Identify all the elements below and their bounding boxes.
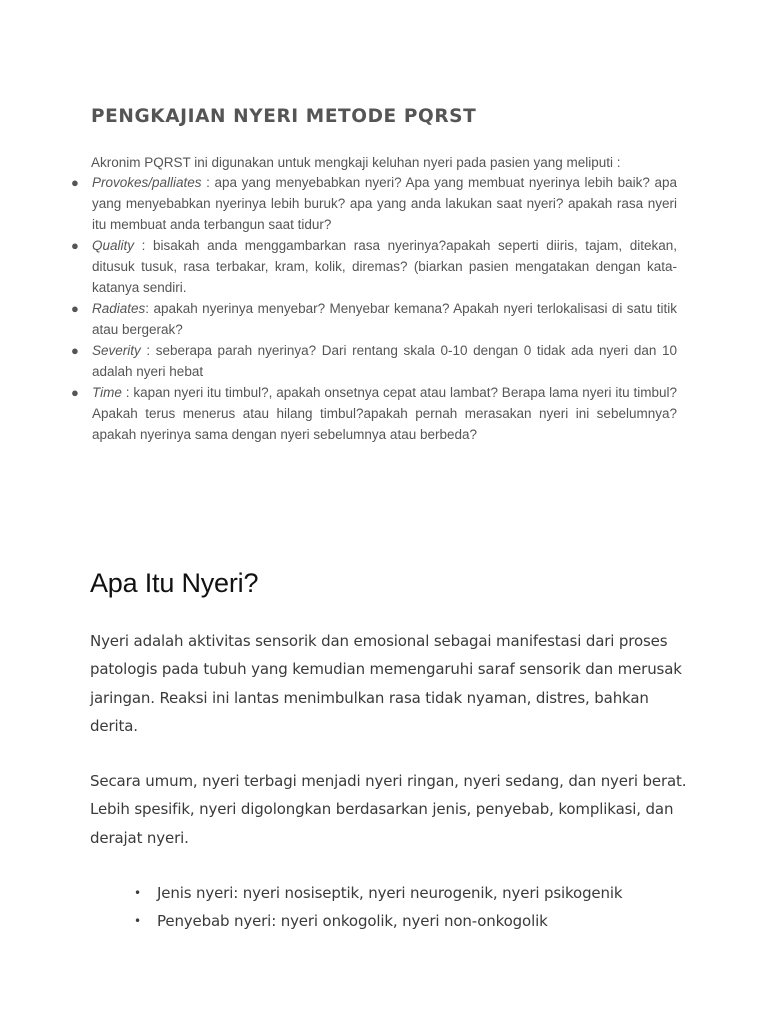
list-item: • Penyebab nyeri: nyeri onkogolik, nyeri non-onkogolik [134,907,622,935]
list-item: ● Provokes/palliates : apa yang menyebabkan nyeri? Apa yang membuat nyerinya lebih baik? apa yang menyebabkan nyerinya lebih buruk? apa yang anda lakukan saat nyeri? apakah rasa nyeri itu membuat anda terbangun saat tidur? [71,172,677,235]
paragraph: Secara umum, nyeri terbagi menjadi nyeri ringan, nyeri sedang, dan nyeri berat. Lebih spesifik, nyeri digolongkan berdasarkan jenis, penyebab, komplikasi, dan derajat nyeri. [90,772,687,847]
term-label: Provokes/palliates [92,175,202,190]
term-description: kapan nyeri itu timbul?, apakah onsetnya cepat atau lambat? Berapa lama nyeri itu timbul? Apakah terus menerus atau hilang timbul?apakah pernah merasakan nyeri ini sebelumnya?apakah nyerinya sama dengan nyeri sebelumnya atau berbeda? [92,385,677,442]
list-item: • Jenis nyeri: nyeri nosiseptik, nyeri neurogenik, nyeri psikogenik [134,879,622,907]
term-description: bisakah anda menggambarkan rasa nyerinya?apakah seperti diiris, tajam, ditekan, ditusuk tusuk, rasa terbakar, kram, kolik, diremas? (biarkan pasien mengatakan dengan kata-katanya sendiri. [92,238,677,295]
term-label: Radiates [92,301,146,316]
term-label: Quality [92,238,135,253]
term-label: Severity [92,343,141,358]
bullet-icon: ● [71,175,79,190]
term-label: Time [92,385,122,400]
bullet-icon: ● [71,301,79,316]
list-item: ● Quality : bisakah anda menggambarkan rasa nyerinya?apakah seperti diiris, tajam, ditekan, ditusuk tusuk, rasa terbakar, kram, kolik, diremas? (biarkan pasien mengatakan dengan kata-katanya sendiri. [71,235,677,298]
paragraph: Nyeri adalah aktivitas sensorik dan emosional sebagai manifestasi dari proses patologis pada tubuh yang kemudian memengaruhi saraf sensorik dan merusak jaringan. Reaksi ini lantas menimbulkan rasa tidak nyaman, distres, bahkan derita. [90,632,682,735]
term-description: seberapa parah nyerinya? Dari rentang skala 0-10 dengan 0 tidak ada nyeri dan 10 adalah nyeri hebat [92,343,677,379]
intro-text: Akronim PQRST ini digunakan untuk mengkaji keluhan nyeri pada pasien yang meliputi : [91,155,621,170]
bullet-icon: ● [71,343,79,358]
bullet-icon: ● [71,238,79,253]
list-item: ● Radiates: apakah nyerinya menyebar? Menyebar kemana? Apakah nyeri terlokalisasi di satu titik atau bergerak? [71,298,677,340]
list-item: ● Time : kapan nyeri itu timbul?, apakah onsetnya cepat atau lambat? Berapa lama nyeri itu timbul? Apakah terus menerus atau hilang timbul?apakah pernah merasakan nyeri ini sebelumnya?apakah nyerinya sama dengan nyeri sebelumnya atau berbeda? [71,382,677,445]
bullet-icon: ● [71,385,79,400]
bullet-icon: • [134,914,141,928]
pain-classification-list [134,879,622,935]
list-item: ● Severity : seberapa parah nyerinya? Dari rentang skala 0-10 dengan 0 tidak ada nyeri dan 10 adalah nyeri hebat [71,340,677,382]
section-title: PENGKAJIAN NYERI METODE PQRST [91,106,477,127]
term-description: apakah nyerinya menyebar? Menyebar kemana? Apakah nyeri terlokalisasi di satu titik atau bergerak? [92,301,677,337]
pqrst-list [71,172,677,445]
term-description: apa yang menyebabkan nyeri? Apa yang membuat nyerinya lebih baik? apa yang menyebabkan nyerinya lebih buruk? apa yang anda lakukan saat nyeri? apakah rasa nyeri itu membuat anda terbangun saat tidur? [92,175,677,232]
bullet-icon: • [134,886,141,900]
section-heading: Apa Itu Nyeri? [90,568,259,598]
